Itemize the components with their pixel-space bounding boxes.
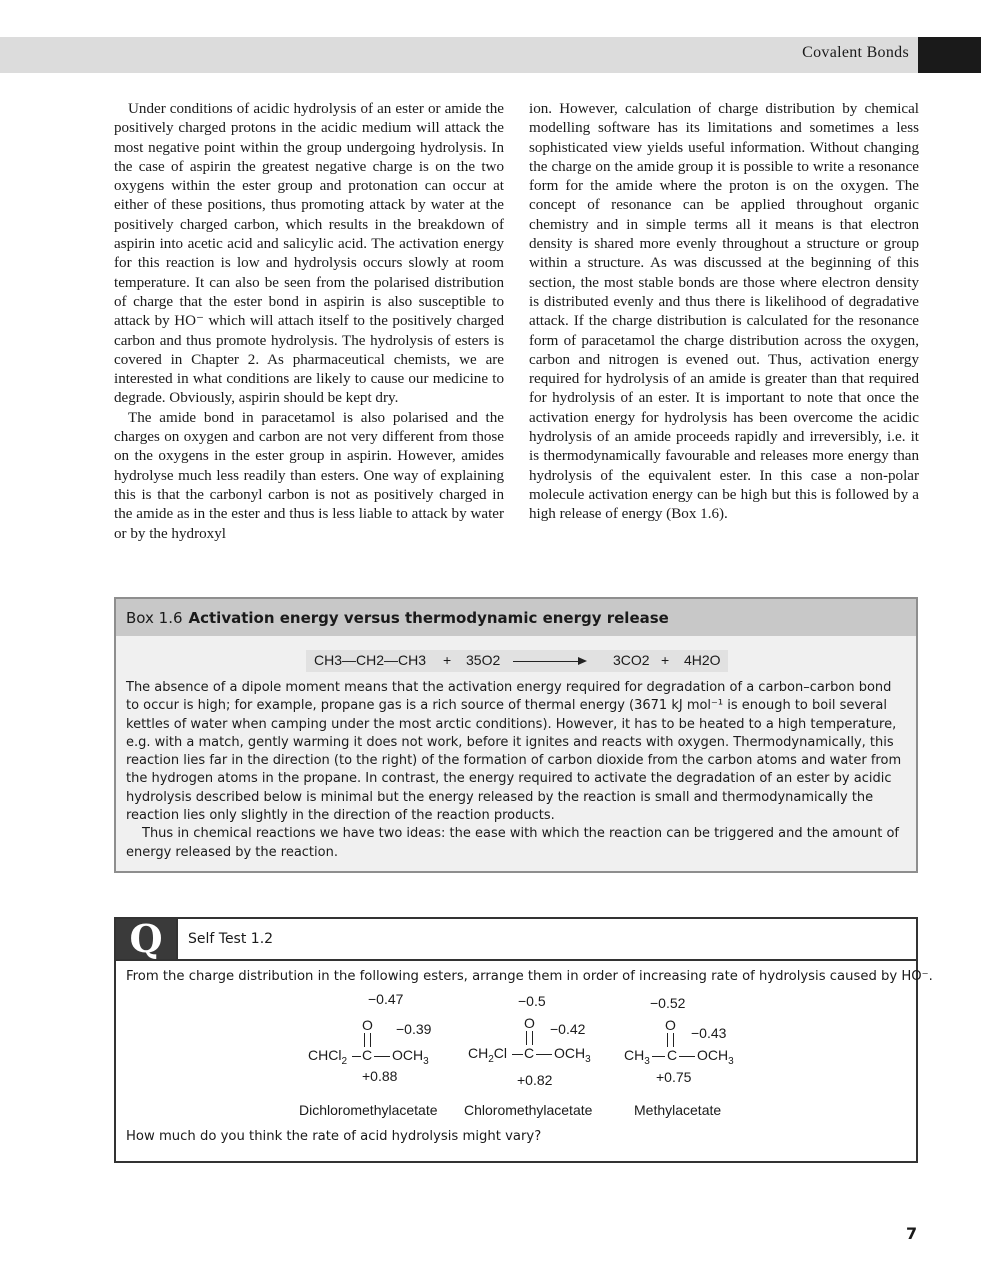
right-column bbox=[529, 100, 919, 525]
self-test-header bbox=[116, 916, 916, 961]
running-header-bar bbox=[0, 37, 918, 73]
right-group: $OCH_3$ bbox=[554, 1045, 591, 1065]
box-title: Activation energy versus thermodynamic energy release bbox=[188, 608, 669, 627]
carbonyl-carbon: C bbox=[524, 1045, 535, 1061]
charge-label: +0.88 bbox=[362, 1068, 398, 1084]
paragraph: ion. However, calculation of charge distribution by chemical modelling software has its limitations and sometimes a less sophisticated view yields useful information. Without changing the charge on the amide group it is possible to write a resonance form for the amide where the proton is on the oxygen. The concept of resonance can be applied throughout organic chemistry and in simple terms all it means is that electron density is shared more evenly throughout a structure or group within a structure. As was discussed at the beginning of this section, the most stable bonds are those where electron density is distributed evenly and thus there is likelihood of degradative attack. If the charge distribution is calculated for the resonance form of paracetamol the charge distribution across the oxygen, carbon and nitrogen is evened out. Thus, activation energy required for hydrolysis of an amide is greater than that required for hydrolysis of an ester. It is important to note that once the activation energy for hydrolysis has been overcome the acidic hydrolysis of an amide proceeds rapidly and irreversibly, i.e. it is thermodynamically favourable and releases more energy than hydrolysis of the equivalent ester. In this case a non-polar molecule activation energy can be high but this is followed by a high release of energy (Box 1.6). bbox=[529, 101, 919, 523]
eq-product-co2: 3CO2 bbox=[613, 652, 650, 668]
reaction-arrow bbox=[513, 661, 585, 662]
combustion-equation bbox=[306, 650, 728, 672]
box-body bbox=[126, 679, 908, 862]
divider bbox=[176, 919, 178, 959]
double-bond bbox=[364, 1033, 371, 1047]
single-bond bbox=[512, 1054, 523, 1055]
charge-label: +0.75 bbox=[656, 1069, 692, 1085]
charge-label: −0.39 bbox=[396, 1021, 432, 1037]
carbonyl-oxygen: O bbox=[524, 1015, 535, 1031]
compound-name: Chloromethylacetate bbox=[464, 1102, 593, 1118]
paragraph: Under conditions of acidic hydrolysis of an ester or amide the positively charged protons in the acidic medium will attack the most negative point within the group undergoing hydrolysis. In the case of aspirin the greatest negative charge is on the two oxygens within the ester group and protonation can occur at either of these positions, thus promoting attack by water at the positively charged carbon, which results in the breakdown of aspirin into acetic acid and salicylic acid. The activation energy for this reaction is low and hydrolysis occurs slowly at room temperature. It can also be seen from the polarised distribution of charge that the ester bond in aspirin is also susceptible to attack by HO⁻ which will attach itself to the positively charged carbon and thus promote hydrolysis. The hydrolysis of esters is covered in Chapter 2. As pharmaceutical chemists, we are interested in what conditions are likely to cause our medicine to degrade. Obviously, aspirin should be kept dry. bbox=[114, 101, 504, 407]
compound-name: Dichloromethylacetate bbox=[299, 1102, 438, 1118]
paragraph: The amide bond in paracetamol is also polarised and the charges on oxygen and carbon are not very different from those on the oxygens in the ester group in aspirin. However, amides hydrolyse much less readily than esters. One way of explaining this is that the carbonyl carbon is not as positively charged in the amide as in the ester and thus is less liable to attack by water or by the hydroxyl bbox=[114, 409, 504, 542]
box-1-6 bbox=[114, 597, 918, 873]
eq-plus: + bbox=[661, 652, 670, 668]
paragraph: The absence of a dipole moment means that the activation energy required for degradation of a carbon–carbon bond to occur is high; for example, propane gas is a rich source of thermal energy (3671 kJ mol⁻¹ is enough to boil several kettles of water when camping under the most arctic conditions). However, it has to be heated to a high temperature, e.g. with a match, gently warming it does not work, before it ignites and reacts with oxygen. Thermodynamically, this reaction lies far in the direction (to the right) of the formation of carbon dioxide from the carbon atoms and water from the hydrogen atoms in the propane. In contrast, the energy required to activate the degradation of an ester by acidic hydrolysis described below is minimal but the energy released by the reaction is small and thermodynamically the reaction lies only slightly in the direction of the reaction products. bbox=[126, 680, 902, 824]
eq-oxygen: 35O2 bbox=[466, 652, 501, 668]
eq-product-water: 4H2O bbox=[684, 652, 721, 668]
double-bond bbox=[667, 1033, 674, 1047]
double-bond bbox=[526, 1031, 533, 1045]
page-number: 7 bbox=[906, 1224, 918, 1243]
charge-label: −0.47 bbox=[368, 991, 404, 1007]
carbonyl-carbon: C bbox=[667, 1047, 678, 1063]
single-bond bbox=[679, 1056, 695, 1057]
self-test-followup: How much do you think the rate of acid hydrolysis might vary? bbox=[126, 1129, 542, 1144]
eq-plus: + bbox=[443, 652, 452, 668]
self-test-1-2 bbox=[114, 916, 933, 1163]
left-group: $CH_3$ bbox=[624, 1047, 650, 1067]
carbonyl-carbon: C bbox=[362, 1047, 373, 1063]
right-group: $OCH_3$ bbox=[697, 1047, 734, 1067]
box-header bbox=[116, 599, 916, 636]
carbonyl-oxygen: O bbox=[665, 1017, 676, 1033]
reaction-arrowhead bbox=[578, 657, 587, 665]
right-group: $OCH_3$ bbox=[392, 1047, 429, 1067]
left-group: CHCl$_2$ bbox=[308, 1047, 348, 1067]
self-test-title: Self Test 1.2 bbox=[188, 931, 274, 947]
charge-label: +0.82 bbox=[517, 1072, 553, 1088]
charge-label: −0.42 bbox=[550, 1021, 586, 1037]
charge-label: −0.52 bbox=[650, 995, 686, 1011]
single-bond bbox=[374, 1056, 390, 1057]
question-badge-icon: Q bbox=[116, 919, 176, 959]
charge-label: −0.43 bbox=[691, 1025, 727, 1041]
box-number: Box 1.6 bbox=[126, 608, 183, 627]
running-header-title: Covalent Bonds bbox=[802, 44, 909, 61]
carbonyl-oxygen: O bbox=[362, 1017, 373, 1033]
header-tab-block bbox=[918, 37, 981, 73]
self-test-question: From the charge distribution in the following esters, arrange them in order of increasing rate of hydrolysis caused by HO⁻. bbox=[126, 969, 933, 984]
eq-reactant: CH3—CH2—CH3 bbox=[314, 652, 427, 668]
single-bond bbox=[536, 1054, 552, 1055]
compound-name: Methylacetate bbox=[634, 1102, 722, 1118]
left-group: $CH_2Cl$ bbox=[468, 1045, 508, 1065]
charge-label: −0.5 bbox=[518, 993, 546, 1009]
paragraph: Thus in chemical reactions we have two ideas: the ease with which the reaction can be triggered and the amount of energy released by the reaction. bbox=[126, 826, 899, 860]
single-bond bbox=[652, 1056, 665, 1057]
left-column bbox=[114, 100, 504, 544]
single-bond bbox=[352, 1056, 361, 1057]
